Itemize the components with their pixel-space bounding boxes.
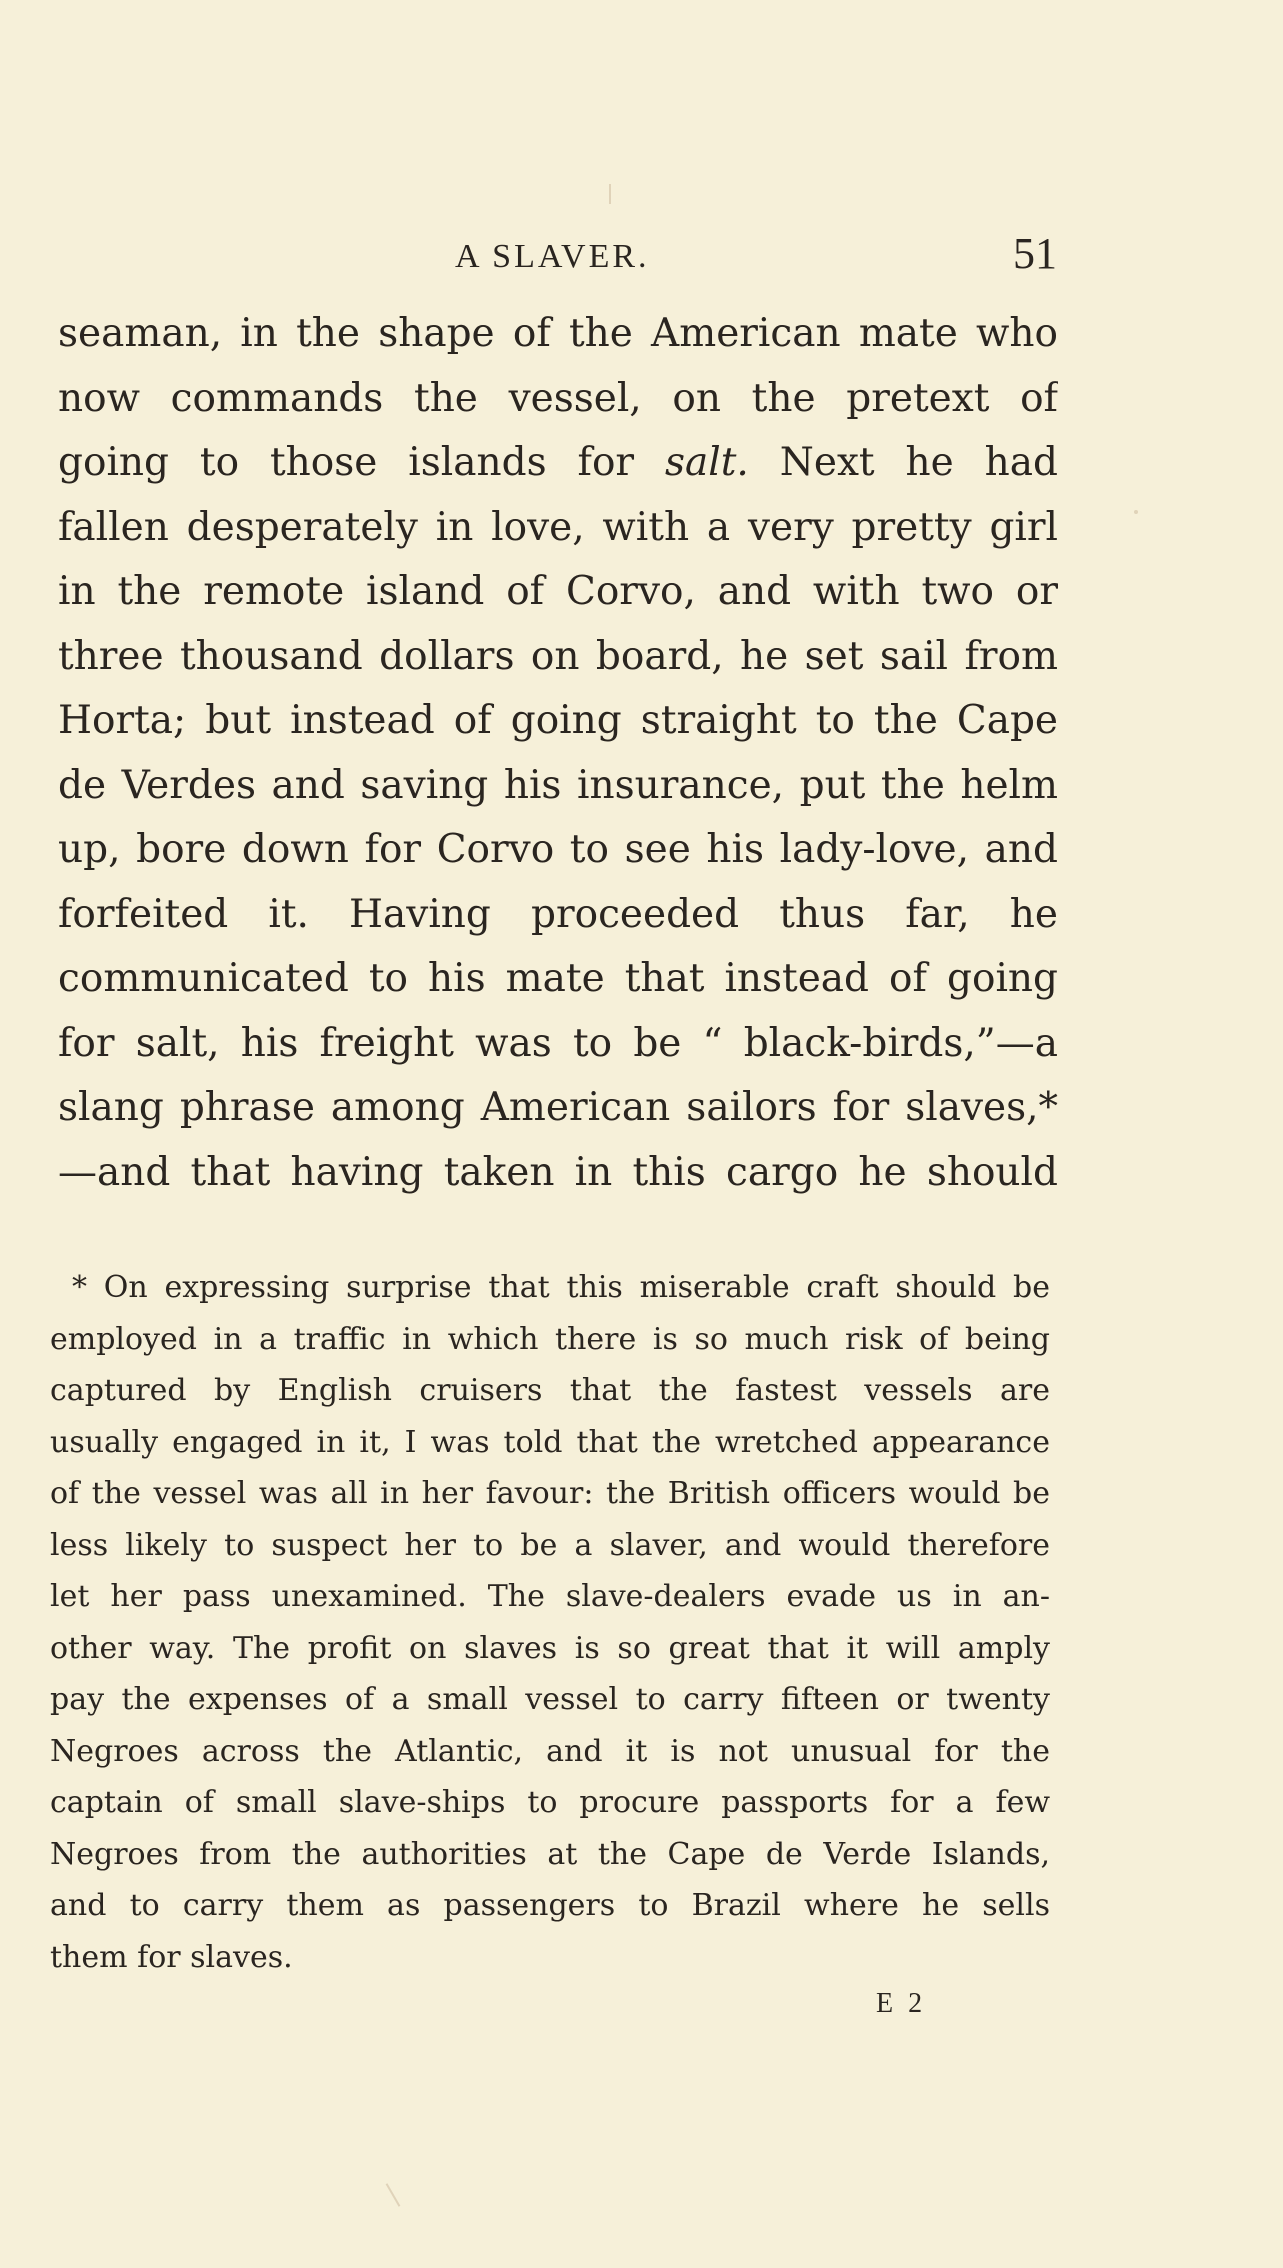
body-line: de Verdes and saving his insurance, put the helm — [58, 762, 1058, 808]
body-line: going to those islands for salt. Next he had — [58, 440, 1058, 485]
footnote-line: usually engaged in it, I was told that the wretched appearance — [50, 1424, 1050, 1460]
running-head — [0, 228, 1283, 288]
body-line: communicated to his mate that instead of going — [58, 956, 1058, 1001]
footnote-line: let her pass unexamined. The slave-dealers evade us in an- — [50, 1579, 1050, 1614]
footnote-line: Negroes across the Atlantic, and it is not unusual for the — [50, 1733, 1050, 1769]
footnote-line: of the vessel was all in her favour: the British officers would be — [50, 1476, 1050, 1511]
signature-mark: E 2 — [876, 1988, 927, 2019]
paper-speck — [386, 2183, 401, 2207]
body-line: for salt, his freight was to be “ black-birds,”—a — [58, 1020, 1058, 1066]
body-line: seaman, in the shape of the American mate who — [58, 311, 1058, 356]
page-number: 51 — [1013, 229, 1057, 278]
footnote-line: them for slaves. — [50, 1939, 293, 1975]
footnote-line: and to carry them as passengers to Brazil where he sells — [50, 1888, 1050, 1923]
running-title: A SLAVER. — [455, 238, 650, 275]
footnote-line: pay the expenses of a small vessel to carry fifteen or twenty — [50, 1682, 1050, 1717]
body-line: forfeited it. Having proceeded thus far, he — [58, 891, 1058, 937]
body-line: three thousand dollars on board, he set sail from — [58, 633, 1058, 679]
paper-speck — [1134, 510, 1138, 514]
body-line: in the remote island of Corvo, and with two or — [58, 569, 1058, 614]
body-line: —and that having taken in this cargo he should — [58, 1149, 1058, 1195]
body-line: up, bore down for Corvo to see his lady-love, and — [58, 827, 1058, 872]
footnote-line: Negroes from the authorities at the Cape de Verde Islands, — [50, 1836, 1050, 1872]
body-line: fallen desperately in love, with a very pretty girl — [58, 504, 1058, 550]
footnote-line: other way. The profit on slaves is so great that it will amply — [50, 1630, 1050, 1666]
footnote-line: * On expressing surprise that this miserable craft should be — [72, 1270, 1050, 1305]
footnote — [50, 1262, 1050, 1983]
body-line: now commands the vessel, on the pretext of — [58, 375, 1058, 421]
footnote-line: less likely to suspect her to be a slaver, and would therefore — [50, 1527, 1050, 1563]
footnote-line: captured by English cruisers that the fastest vessels are — [50, 1373, 1050, 1408]
body-line: Horta; but instead of going straight to the Cape — [58, 698, 1058, 743]
footnote-line: captain of small slave-ships to procure passports for a few — [50, 1785, 1050, 1820]
body-text — [58, 302, 1058, 1205]
body-line: slang phrase among American sailors for slaves,* — [58, 1085, 1058, 1130]
footnote-line: employed in a traffic in which there is so much risk of being — [50, 1321, 1050, 1357]
paper-speck — [609, 184, 611, 204]
